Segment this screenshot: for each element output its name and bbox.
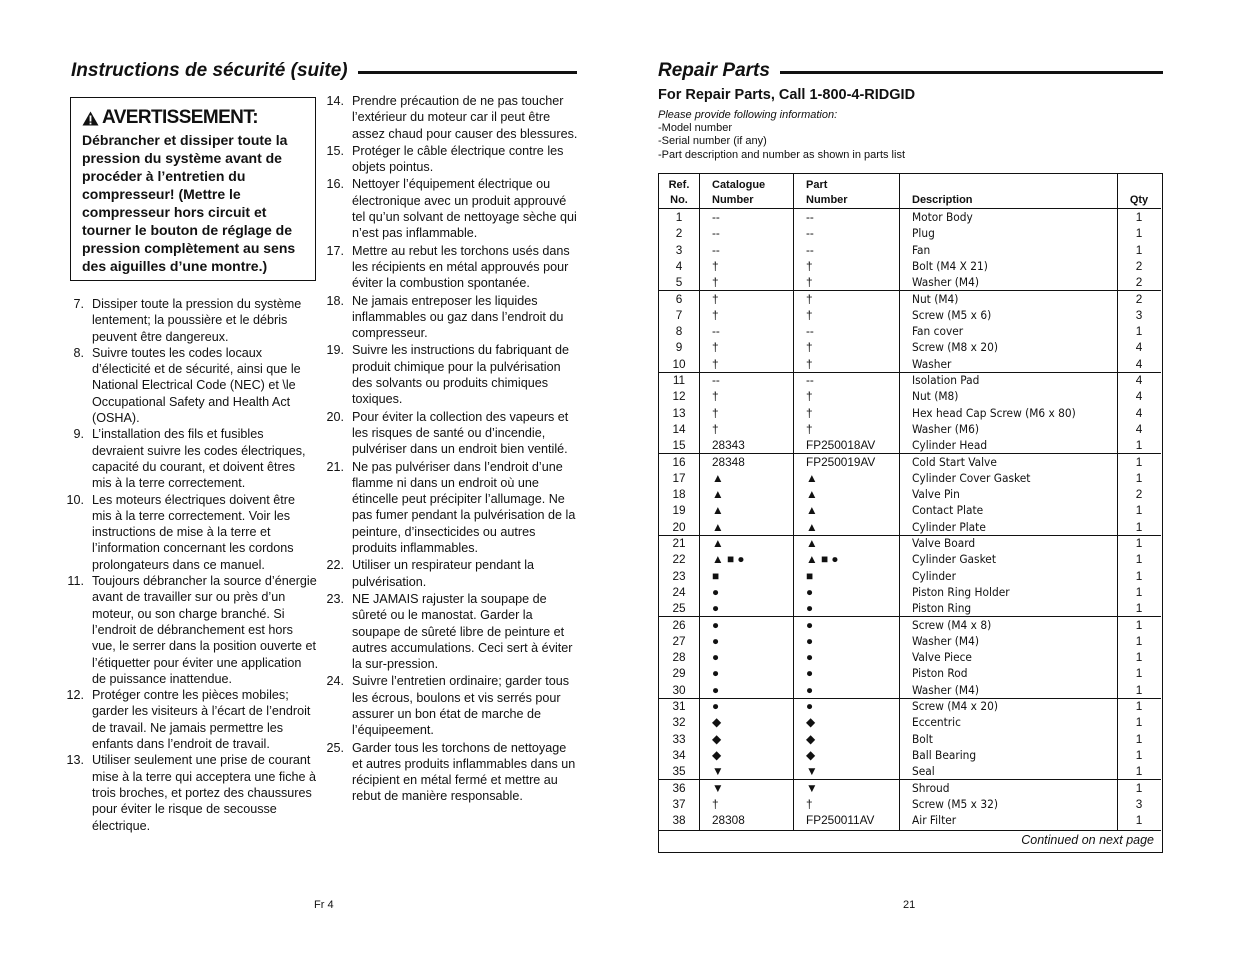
header-catalogue: Catalogue Number — [712, 179, 766, 206]
cell-qty: 1 — [1135, 568, 1143, 583]
cell-qty: 1 — [1135, 438, 1143, 453]
cell-catalogue: † — [712, 307, 719, 322]
cell-ref: 15 — [672, 438, 686, 453]
info-line: -Serial number (if any) — [658, 135, 767, 148]
warning-box — [70, 97, 316, 281]
row-group-rule — [659, 535, 1161, 536]
cell-description: Air Filter — [912, 813, 957, 828]
cell-qty: 1 — [1135, 633, 1143, 648]
cell-description: Screw (M5 x 6) — [912, 307, 992, 322]
cell-catalogue: † — [712, 356, 719, 371]
page-number-left: Fr 4 — [314, 899, 334, 911]
cell-description: Washer (M6) — [912, 421, 979, 436]
cell-part: † — [806, 389, 813, 404]
cell-part: ● — [806, 666, 814, 681]
cell-ref: 20 — [672, 519, 686, 534]
cell-part: ▲ — [806, 487, 818, 502]
cell-part: ▲ — [806, 536, 818, 550]
item-number: 19. — [326, 343, 344, 358]
item-number: 17. — [326, 243, 344, 258]
item-number: 16. — [326, 177, 344, 192]
safety-item — [326, 93, 578, 142]
col-divider — [699, 174, 700, 830]
item-number: 23. — [326, 591, 344, 606]
cell-part: ▲ — [806, 470, 818, 485]
cell-qty: 2 — [1135, 258, 1143, 273]
item-number: 12. — [66, 688, 84, 703]
cell-catalogue: ▲ — [712, 470, 724, 485]
item-text: Utiliser seulement une prise de courant mise à la terre qui acceptera une fiche à trois broches, et portez des chaussures pour éviter le risque de secousse électrique. — [92, 753, 317, 833]
cell-catalogue: ▲ — [712, 503, 724, 518]
safety-item — [66, 573, 318, 687]
cell-part: ■ — [806, 568, 814, 583]
cell-catalogue: ● — [712, 699, 720, 713]
item-text: Suivre toutes les codes locaux d’électicité et de sécurité, ainsi que le National Electrical Code (NEC) et \le Occupational Safety and Health Act (OSHA). — [92, 345, 301, 426]
cell-description: Fan — [912, 242, 931, 257]
safety-item — [66, 752, 318, 833]
cell-catalogue: ● — [712, 682, 720, 697]
cell-ref: 13 — [672, 405, 686, 420]
cell-description: Valve Piece — [912, 650, 972, 665]
cell-description: Washer (M4) — [912, 633, 979, 648]
cell-part: ▲ ■ ● — [806, 552, 839, 567]
cell-qty: 4 — [1135, 340, 1143, 355]
info-block — [658, 109, 905, 162]
cell-catalogue: † — [712, 275, 719, 290]
item-text: Utiliser un respirateur pendant la pulvérisation. — [352, 558, 535, 589]
cell-description: Nut (M4) — [912, 291, 959, 306]
cell-description: Cylinder Head — [912, 438, 988, 453]
cell-description: Plug — [912, 226, 935, 241]
cell-description: Eccentric — [912, 715, 961, 730]
cell-qty: 3 — [1135, 307, 1143, 322]
cell-part: † — [806, 258, 813, 273]
safety-item — [326, 243, 578, 292]
cell-qty: 1 — [1135, 747, 1143, 762]
cell-part: ● — [806, 601, 814, 616]
cell-part: -- — [806, 210, 814, 224]
cell-qty: 1 — [1135, 584, 1143, 599]
cell-qty: 1 — [1135, 715, 1143, 730]
cell-ref: 32 — [672, 715, 686, 730]
cell-description: Ball Bearing — [912, 747, 977, 762]
cell-description: Shroud — [912, 780, 950, 795]
cell-ref: 4 — [675, 258, 683, 273]
item-number: 20. — [326, 409, 344, 424]
cell-part: † — [806, 340, 813, 355]
safety-item — [326, 409, 578, 458]
cell-catalogue: † — [712, 389, 719, 404]
cell-ref: 22 — [672, 552, 686, 567]
safety-item — [66, 345, 318, 426]
cell-catalogue: ● — [712, 584, 720, 599]
cell-catalogue: 28343 — [712, 438, 745, 453]
info-line: -Model number — [658, 122, 732, 135]
cell-ref: 9 — [675, 340, 683, 355]
cell-ref: 7 — [675, 307, 683, 322]
cell-description: Cylinder Cover Gasket — [912, 470, 1031, 485]
cell-description: Screw (M8 x 20) — [912, 340, 998, 355]
cell-part: -- — [806, 226, 814, 241]
cell-description: Nut (M8) — [912, 389, 959, 404]
cell-catalogue: 28348 — [712, 454, 745, 469]
title-rule — [780, 71, 1163, 74]
item-text: Les moteurs électriques doivent être mis à la terre correctement. Voir les instructions de mise à la terre et l’information concernant les cordons prolongateurs dans ce manuel. — [92, 492, 296, 572]
cell-description: Washer (M4) — [912, 682, 979, 697]
row-group-rule — [659, 372, 1161, 373]
right-section-title: Repair Parts — [658, 60, 1163, 82]
cell-qty: 4 — [1135, 421, 1143, 436]
safety-item — [326, 143, 578, 176]
cell-description: Valve Board — [912, 536, 976, 550]
cell-catalogue: † — [712, 291, 719, 306]
safety-item — [326, 740, 578, 805]
cell-description: Bolt — [912, 731, 933, 746]
cell-description: Piston Rod — [912, 666, 968, 681]
item-number: 18. — [326, 293, 344, 308]
safety-item — [66, 687, 318, 752]
item-text: Protéger le câble électrique contre les objets pointus. — [352, 143, 564, 175]
cell-qty: 4 — [1135, 373, 1143, 387]
cell-qty: 4 — [1135, 405, 1143, 420]
cell-qty: 1 — [1135, 519, 1143, 534]
cell-catalogue: ▲ — [712, 536, 724, 550]
cell-catalogue: ▼ — [712, 764, 724, 779]
page-number-right: 21 — [903, 899, 916, 911]
item-text: Mettre au rebut les torchons usés dans les récipients en métal approuvés pour éviter la combustion spontanée. — [352, 243, 570, 291]
cell-catalogue: ● — [712, 601, 720, 616]
cell-catalogue: † — [712, 421, 719, 436]
item-number: 10. — [66, 492, 84, 507]
cell-catalogue: † — [712, 796, 719, 811]
cell-qty: 1 — [1135, 682, 1143, 697]
cell-ref: 31 — [672, 699, 686, 713]
header-ref: Ref. No. — [668, 179, 690, 206]
cell-description: Washer — [912, 356, 952, 371]
cell-catalogue: ● — [712, 633, 720, 648]
cell-qty: 1 — [1135, 210, 1143, 224]
row-group-rule — [659, 290, 1161, 291]
cell-qty: 1 — [1135, 226, 1143, 241]
safety-item — [326, 293, 578, 342]
cell-ref: 12 — [672, 389, 686, 404]
item-number: 14. — [326, 94, 344, 108]
row-group-rule — [659, 208, 1161, 209]
cell-part: ▲ — [806, 519, 818, 534]
cell-description: Screw (M4 x 20) — [912, 699, 998, 713]
cell-ref: 36 — [672, 780, 686, 795]
cell-qty: 1 — [1135, 617, 1143, 632]
warning-text: Débrancher et dissiper toute la pression du système avant de procéder à l’entretien du compresseur! (Mettre le compresseur hors circuit et tourner le bouton de réglage de pression complètement au sens des aiguilles d’une montre.) — [82, 132, 296, 274]
table-footer-note: Continued on next page — [1021, 833, 1154, 847]
cell-description: Cylinder Gasket — [912, 552, 996, 567]
cell-ref: 34 — [672, 747, 686, 762]
cell-description: Piston Ring — [912, 601, 972, 616]
item-text: Nettoyer l’équipement électrique ou électronique avec un produit approuvé tel qu’un solvant de nettoyage sèche qui n’est pas inflammable. — [352, 177, 577, 241]
cell-catalogue: ● — [712, 650, 720, 665]
item-text: Ne pas pulvériser dans l’endroit d’une flamme ni dans un endroit où une étincelle peut précipiter l’allumage. Ne pas fumer pendant la pulvérisation de la peinture, d’insecticides ou autres produits inflammables. — [352, 459, 576, 556]
cell-part: ◆ — [806, 731, 816, 746]
item-text: Suivre les instructions du fabriquant de produit chimique pour la pulvérisation des solvants ou produits chimiques toxiques. — [352, 343, 570, 407]
item-text: Suivre l’entretien ordinaire; garder tous les écrous, boulons et vis serrés pour assurer un bon état de marche de l’équipeement. — [352, 674, 570, 738]
cell-part: FP250019AV — [806, 454, 876, 469]
safety-item — [326, 557, 578, 590]
cell-catalogue: -- — [712, 373, 720, 387]
item-text: Dissiper toute la pression du système lentement; la poussière et le débris peuvent être dangereux. — [92, 297, 302, 344]
col-divider — [899, 174, 900, 830]
cell-part: † — [806, 291, 813, 306]
cell-description: Screw (M4 x 8) — [912, 617, 992, 632]
cell-part: ● — [806, 617, 814, 632]
cell-qty: 1 — [1135, 731, 1143, 746]
cell-qty: 3 — [1135, 796, 1143, 811]
cell-part: ● — [806, 650, 814, 665]
cell-qty: 1 — [1135, 503, 1143, 518]
cell-ref: 29 — [672, 666, 686, 681]
cell-catalogue: 28308 — [712, 813, 745, 828]
cell-part: ● — [806, 699, 814, 713]
cell-catalogue: † — [712, 405, 719, 420]
safety-item — [326, 342, 578, 407]
row-group-rule — [659, 616, 1161, 617]
cell-ref: 37 — [672, 796, 686, 811]
left-section-title: Instructions de sécurité (suite) — [71, 60, 577, 82]
cell-qty: 1 — [1135, 470, 1143, 485]
cell-catalogue: ▼ — [712, 780, 724, 795]
safety-item — [66, 296, 318, 345]
cell-catalogue: ● — [712, 666, 720, 681]
cell-part: † — [806, 275, 813, 290]
cell-qty: 1 — [1135, 552, 1143, 567]
item-number: 11. — [67, 574, 84, 589]
cell-qty: 1 — [1135, 764, 1143, 779]
cell-part: ◆ — [806, 715, 816, 730]
table-footer-rule — [659, 830, 1161, 831]
cell-catalogue: -- — [712, 226, 720, 241]
cell-qty: 1 — [1135, 601, 1143, 616]
repair-subtitle: For Repair Parts, Call 1-800-4-RIDGID — [658, 87, 916, 103]
cell-part: † — [806, 421, 813, 436]
cell-qty: 1 — [1135, 536, 1143, 550]
cell-ref: 25 — [672, 601, 686, 616]
cell-ref: 28 — [672, 650, 686, 665]
cell-catalogue: ▲ — [712, 487, 724, 502]
cell-ref: 27 — [672, 633, 686, 648]
cell-ref: 14 — [672, 421, 686, 436]
cell-catalogue: ◆ — [712, 747, 722, 762]
col-divider — [793, 174, 794, 830]
item-text: Toujours débrancher la source d’énergie avant de travailler sur ou près d’un moteur, ou son charge branché. Si l’endroit de débranchement est hors vue, le serrer dans la position ouverte et l’étiquetter pour éviter une application de puissance inattendue. — [92, 574, 317, 686]
item-number: 15. — [326, 143, 344, 158]
item-number: 24. — [326, 674, 344, 689]
cell-qty: 1 — [1135, 813, 1143, 828]
cell-description: Washer (M4) — [912, 275, 979, 290]
row-group-rule — [659, 779, 1161, 780]
cell-qty: 1 — [1135, 324, 1143, 339]
safety-item — [66, 492, 318, 573]
cell-ref: 35 — [672, 764, 686, 779]
cell-qty: 1 — [1135, 666, 1143, 681]
row-group-rule — [659, 453, 1161, 454]
cell-description: Bolt (M4 X 21) — [912, 258, 988, 273]
safety-item — [326, 673, 578, 738]
cell-part: FP250011AV — [806, 813, 875, 828]
cell-ref: 30 — [672, 682, 686, 697]
warning-heading: AVERTISSEMENT: — [82, 108, 305, 128]
cell-ref: 11 — [672, 373, 686, 387]
cell-catalogue: † — [712, 340, 719, 355]
cell-catalogue: ▲ ■ ● — [712, 552, 745, 567]
cell-description: Valve Pin — [912, 487, 960, 502]
cell-part: ▼ — [806, 780, 818, 795]
cell-part: ▼ — [806, 764, 818, 779]
cell-description: Seal — [912, 764, 935, 779]
cell-ref: 17 — [672, 470, 686, 485]
cell-qty: 4 — [1135, 389, 1143, 404]
cell-part: -- — [806, 324, 814, 339]
cell-part: FP250018AV — [806, 438, 876, 453]
cell-part: † — [806, 307, 813, 322]
cell-ref: 3 — [675, 242, 683, 257]
warning-triangle-icon — [82, 111, 99, 126]
cell-part: ▲ — [806, 503, 818, 518]
cell-ref: 16 — [672, 454, 686, 469]
cell-description: Motor Body — [912, 210, 973, 224]
cell-part: ◆ — [806, 747, 816, 762]
cell-catalogue: † — [712, 258, 719, 273]
cell-description: Cold Start Valve — [912, 454, 997, 469]
cell-part: -- — [806, 373, 814, 387]
cell-qty: 2 — [1135, 291, 1143, 306]
cell-ref: 38 — [672, 813, 686, 828]
safety-item — [326, 591, 578, 672]
cell-description: Contact Plate — [912, 503, 984, 518]
cell-catalogue: ■ — [712, 568, 720, 583]
safety-item — [326, 459, 578, 557]
cell-ref: 19 — [672, 503, 686, 518]
cell-description: Fan cover — [912, 324, 964, 339]
cell-part: -- — [806, 242, 814, 257]
safety-list-col1 — [66, 296, 318, 834]
cell-catalogue: ● — [712, 617, 720, 632]
item-text: NE JAMAIS rajuster la soupape de sûreté ou le manostat. Garder la soupape de sûreté libre de peinture et autres accumulations. Ceci sert à éviter la sur-pression. — [352, 591, 573, 672]
header-qty: Qty — [1129, 194, 1149, 206]
cell-ref: 5 — [675, 275, 683, 290]
cell-part: † — [806, 405, 813, 420]
item-number: 8. — [73, 345, 84, 360]
cell-catalogue: -- — [712, 242, 720, 257]
cell-part: † — [806, 796, 813, 811]
item-text: L’installation des fils et fusibles devraient suivre les codes électriques, capacité du courant, et doivent êtres mis à la terre correctement. — [92, 427, 306, 491]
safety-item — [66, 426, 318, 491]
cell-catalogue: -- — [712, 324, 720, 339]
item-text: Protéger contre les pièces mobiles; garder les visiteurs à l’écart de l’endroit de travail. Ne jamais permettre les enfants dans l’endroit de travail. — [92, 688, 311, 752]
cell-ref: 33 — [672, 731, 686, 746]
cell-ref: 23 — [672, 568, 686, 583]
cell-ref: 8 — [675, 324, 683, 339]
info-line: -Part description and number as shown in parts list — [658, 148, 906, 161]
item-number: 7. — [73, 297, 84, 311]
cell-ref: 10 — [672, 356, 686, 371]
cell-qty: 2 — [1135, 275, 1143, 290]
cell-description: Cylinder — [912, 568, 956, 583]
cell-catalogue: -- — [712, 210, 720, 224]
info-lead: Please provide following information: — [658, 109, 838, 121]
cell-catalogue: ◆ — [712, 731, 722, 746]
cell-ref: 1 — [675, 210, 683, 224]
item-number: 22. — [326, 558, 344, 573]
header-description: Description — [912, 194, 973, 206]
cell-qty: 2 — [1135, 487, 1143, 502]
cell-catalogue: ◆ — [712, 715, 722, 730]
row-group-rule — [659, 698, 1161, 699]
cell-description: Screw (M5 x 32) — [912, 796, 998, 811]
cell-qty: 1 — [1135, 780, 1143, 795]
item-number: 21. — [326, 459, 344, 474]
item-text: Ne jamais entreposer les liquides inflammables ou gaz dans l’endroit du compresseur. — [352, 293, 564, 341]
cell-ref: 2 — [675, 226, 683, 241]
cell-part: † — [806, 356, 813, 371]
cell-description: Cylinder Plate — [912, 519, 986, 534]
item-number: 13. — [66, 753, 84, 768]
parts-table — [658, 173, 1163, 853]
cell-qty: 1 — [1135, 699, 1143, 713]
cell-part: ● — [806, 633, 814, 648]
cell-ref: 26 — [672, 617, 686, 632]
cell-qty: 1 — [1135, 242, 1143, 257]
header-part: Part Number — [806, 179, 848, 206]
cell-ref: 21 — [672, 536, 686, 550]
cell-qty: 4 — [1135, 356, 1143, 371]
safety-list-col2 — [326, 93, 578, 806]
cell-qty: 1 — [1135, 650, 1143, 665]
item-text: Garder tous les torchons de nettoyage et autres produits inflammables dans un récipient en métal fermé et mettre au rebut de manière responsable. — [352, 740, 576, 804]
cell-description: Hex head Cap Screw (M6 x 80) — [912, 405, 1076, 420]
cell-catalogue: ▲ — [712, 519, 724, 534]
title-rule — [358, 71, 577, 74]
cell-description: Piston Ring Holder — [912, 584, 1010, 599]
cell-part: ● — [806, 682, 814, 697]
cell-ref: 6 — [675, 291, 683, 306]
cell-qty: 1 — [1135, 454, 1143, 469]
item-text: Prendre précaution de ne pas toucher l’extérieur du moteur car il peut être assez chaud pour causer des blessures. — [352, 94, 578, 141]
cell-description: Isolation Pad — [912, 373, 980, 387]
cell-ref: 18 — [672, 487, 686, 502]
cell-part: ● — [806, 584, 814, 599]
item-text: Pour éviter la collection des vapeurs et les risques de santé ou d’incendie, pulvériser dans un endroit bien ventilé. — [352, 409, 569, 457]
item-number: 25. — [326, 740, 344, 755]
safety-item — [326, 176, 578, 241]
item-number: 9. — [73, 427, 84, 442]
cell-ref: 24 — [672, 584, 686, 599]
